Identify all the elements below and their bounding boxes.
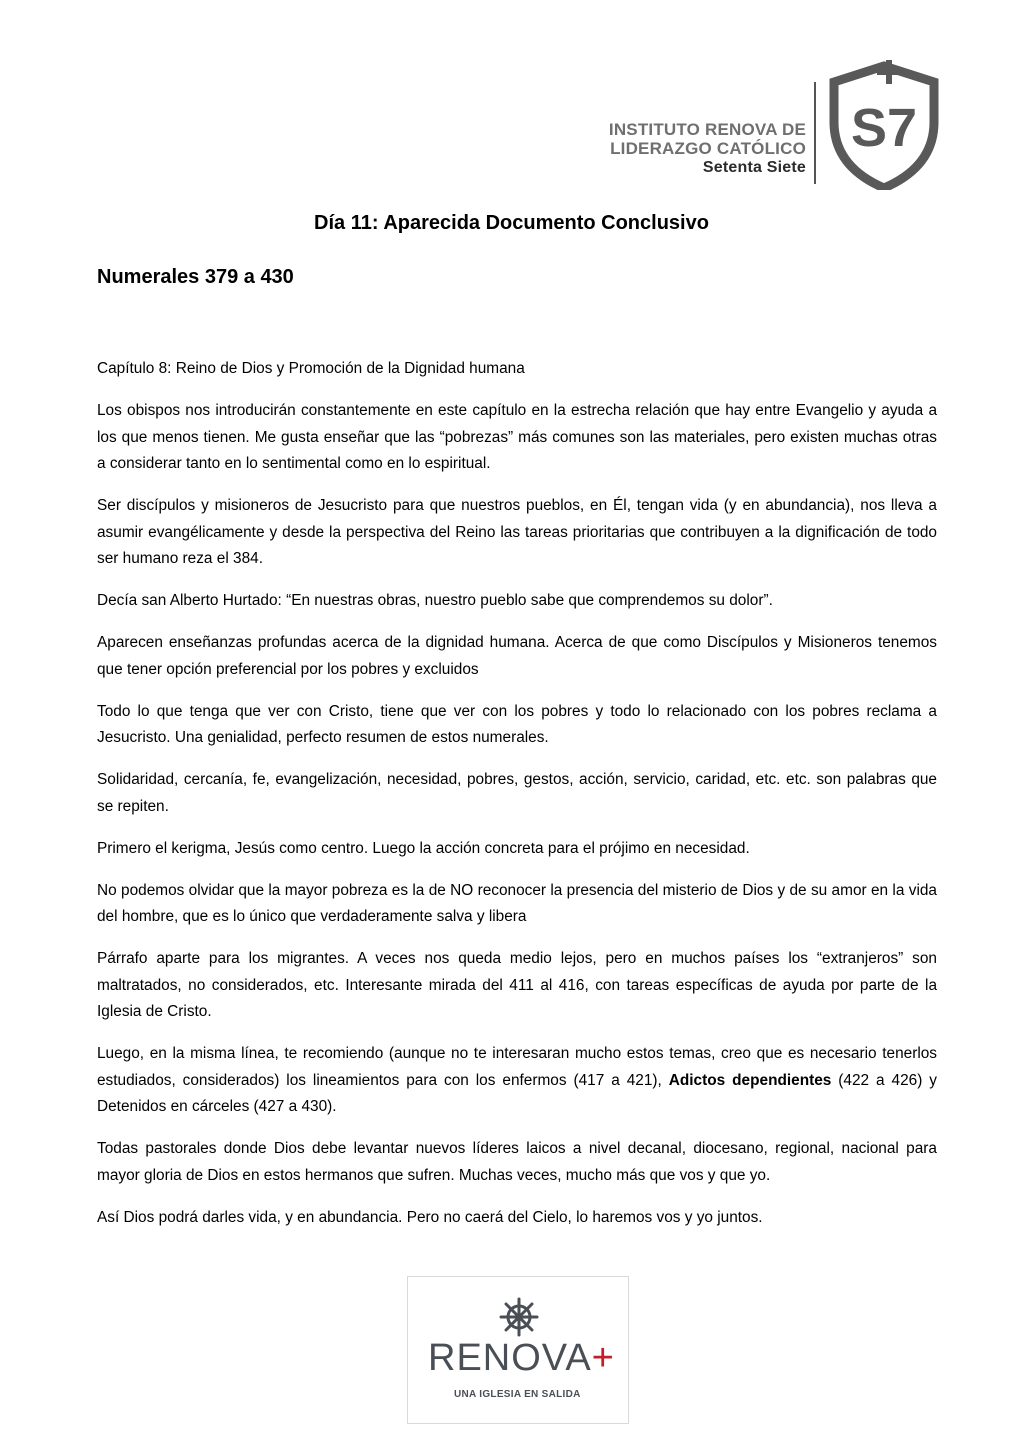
paragraph: Primero el kerigma, Jesús como centro. Luego la acción concreta para el prójimo en necesidad. bbox=[97, 839, 750, 857]
paragraph: Los obispos nos introducirán constantemente en este capítulo en la estrecha relación que hay entre Evangelio y ayuda a los que menos tienen. Me gusta enseñar que las “pobrezas” más comunes son las materiales, pero existen muchas otras a considerar tanto en lo sentimental como en lo espiritual. bbox=[97, 402, 937, 472]
paragraph: Todo lo que tenga que ver con Cristo, tiene que ver con los pobres y todo lo relacionado con los pobres reclama a Jesucristo. Una genialidad, perfecto resumen de estos numerales. bbox=[97, 702, 937, 746]
logo-divider bbox=[814, 82, 816, 184]
logo-line-2: LIDERAZGO CATÓLICO bbox=[610, 139, 806, 158]
renova-brand: RENOVA bbox=[428, 1337, 592, 1379]
renova-wordmark bbox=[428, 1337, 615, 1380]
renova-plus: + bbox=[591, 1337, 615, 1379]
logo-line-1: INSTITUTO RENOVA DE bbox=[608, 120, 806, 139]
ship-wheel-icon bbox=[499, 1297, 539, 1337]
shield-text: S7 bbox=[850, 98, 918, 158]
paragraph-text: Luego, en la misma línea, te recomiendo (aunque no te interesaran mucho estos temas, creo que es necesario tenerlos estudiados, considerados) los lineamientos para con los enfermos (417 a 421), bbox=[97, 1045, 937, 1089]
paragraph-text: (422 a 426) y Detenidos en cárceles (427 a 430). bbox=[97, 1071, 938, 1115]
paragraph: Ser discípulos y misioneros de Jesucristo para que nuestros pueblos, en Él, tengan vida (y en abundancia), nos lleva a asumir evangélicamente y desde la perspectiva del Reino las tareas prioritarias que contribuyen a la dignificación de todo ser humano reza el 384. bbox=[97, 497, 937, 567]
institute-logo bbox=[592, 60, 942, 190]
paragraph: No podemos olvidar que la mayor pobreza es la de NO reconocer la presencia del misterio de Dios y de su amor en la vida del hombre, que es lo único que verdaderamente salva y libera bbox=[97, 881, 937, 925]
paragraph: Solidaridad, cercanía, fe, evangelización, necesidad, pobres, gestos, acción, servicio, caridad, etc. etc. son palabras que se repiten. bbox=[97, 771, 937, 815]
s7-shield-icon bbox=[828, 60, 940, 190]
paragraph-luego bbox=[97, 1041, 937, 1121]
document-body bbox=[97, 356, 937, 1247]
paragraph: Aparecen enseñanzas profundas acerca de la dignidad humana. Acerca de que como Discípulos y Misioneros tenemos que tener opción preferencial por los pobres y excluidos bbox=[97, 634, 937, 678]
paragraph-chapter: Capítulo 8: Reino de Dios y Promoción de la Dignidad humana bbox=[97, 360, 525, 377]
logo-line-3: Setenta Siete bbox=[702, 159, 806, 176]
institute-logo-text bbox=[592, 120, 806, 178]
paragraph: Decía san Alberto Hurtado: “En nuestras obras, nuestro pueblo sabe que comprendemos su dolor”. bbox=[97, 592, 773, 609]
paragraph-closing: Así Dios podrá darles vida, y en abundancia. Pero no caerá del Cielo, lo haremos vos y yo juntos. bbox=[97, 1208, 763, 1226]
bold-phrase: Adictos dependientes bbox=[668, 1071, 832, 1089]
paragraph: Todas pastorales donde Dios debe levantar nuevos líderes laicos a nivel decanal, diocesano, regional, nacional para mayor gloria de Dios en estos hermanos que sufren. Muchas veces, mucho más que vos y que yo. bbox=[97, 1140, 937, 1184]
page-subtitle: Numerales 379 a 430 bbox=[97, 266, 294, 288]
renova-tagline: UNA IGLESIA EN SALIDA bbox=[454, 1389, 581, 1400]
paragraph: Párrafo aparte para los migrantes. A veces nos queda medio lejos, pero en muchos países los “extranjeros” son maltratados, no considerados, etc. Interesante mirada del 411 al 416, con tareas específicas de ayuda por parte de la Iglesia de Cristo. bbox=[97, 950, 937, 1020]
page-title: Día 11: Aparecida Documento Conclusivo bbox=[314, 212, 709, 234]
renova-logo bbox=[407, 1276, 629, 1424]
